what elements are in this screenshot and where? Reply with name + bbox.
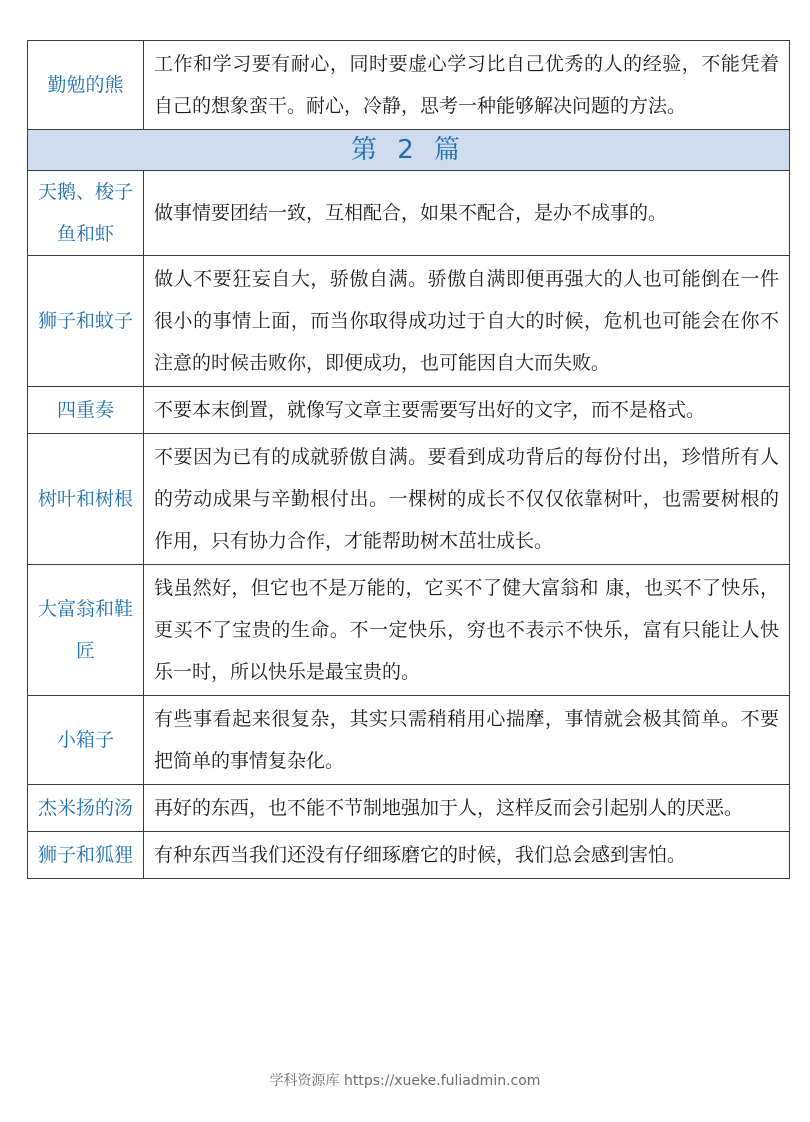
section-header: 第 2 篇 (28, 130, 790, 171)
fable-title: 天鹅、梭子鱼和虾 (28, 171, 144, 256)
table-row (28, 565, 790, 696)
fable-title: 狮子和蚊子 (28, 256, 144, 387)
fable-lesson: 钱虽然好，但它也不是万能的，它买不了健大富翁和 康，也买不了快乐，更买不了宝贵的生命。不一定快乐，穷也不表示不快乐，富有只能让人快乐一时，所以快乐是最宝贵的。 (144, 565, 790, 696)
table-row (28, 256, 790, 387)
fable-lesson: 做人不要狂妄自大，骄傲自满。骄傲自满即便再强大的人也可能倒在一件很小的事情上面，而当你取得成功过于自大的时候，危机也可能会在你不注意的时候击败你，即便成功，也可能因自大而失败。 (144, 256, 790, 387)
fable-lesson: 不要因为已有的成就骄傲自满。要看到成功背后的每份付出，珍惜所有人的劳动成果与辛勤根付出。一棵树的成长不仅仅依靠树叶，也需要树根的作用，只有协力合作，才能帮助树木茁壮成长。 (144, 434, 790, 565)
fable-title: 大富翁和鞋匠 (28, 565, 144, 696)
table-row (28, 434, 790, 565)
fable-lesson: 做事情要团结一致，互相配合，如果不配合，是办不成事的。 (144, 171, 790, 256)
fable-lesson: 再好的东西，也不能不节制地强加于人，这样反而会引起别人的厌恶。 (144, 785, 790, 832)
fable-title: 小箱子 (28, 696, 144, 785)
fable-lesson: 有些事看起来很复杂，其实只需稍稍用心揣摩，事情就会极其简单。不要把简单的事情复杂化。 (144, 696, 790, 785)
fable-title: 勤勉的熊 (28, 41, 144, 130)
table-row (28, 171, 790, 256)
table-row (28, 696, 790, 785)
table-row (28, 832, 790, 879)
table-row (28, 387, 790, 434)
fable-title: 四重奏 (28, 387, 144, 434)
watermark-footer: 学科资源库 https://xueke.fuliadmin.com (269, 1073, 541, 1089)
fable-lesson: 有种东西当我们还没有仔细琢磨它的时候，我们总会感到害怕。 (144, 832, 790, 879)
fable-title: 狮子和狐狸 (28, 832, 144, 879)
fable-title: 杰米扬的汤 (28, 785, 144, 832)
fable-lessons-table (27, 40, 790, 879)
fable-title: 树叶和树根 (28, 434, 144, 565)
section-header-row (28, 130, 790, 171)
table-row (28, 41, 790, 130)
table-row (28, 785, 790, 832)
fable-lesson: 不要本末倒置，就像写文章主要需要写出好的文字，而不是格式。 (144, 387, 790, 434)
fable-lesson: 工作和学习要有耐心，同时要虚心学习比自己优秀的人的经验，不能凭着自己的想象蛮干。耐心，冷静，思考一种能够解决问题的方法。 (144, 41, 790, 130)
